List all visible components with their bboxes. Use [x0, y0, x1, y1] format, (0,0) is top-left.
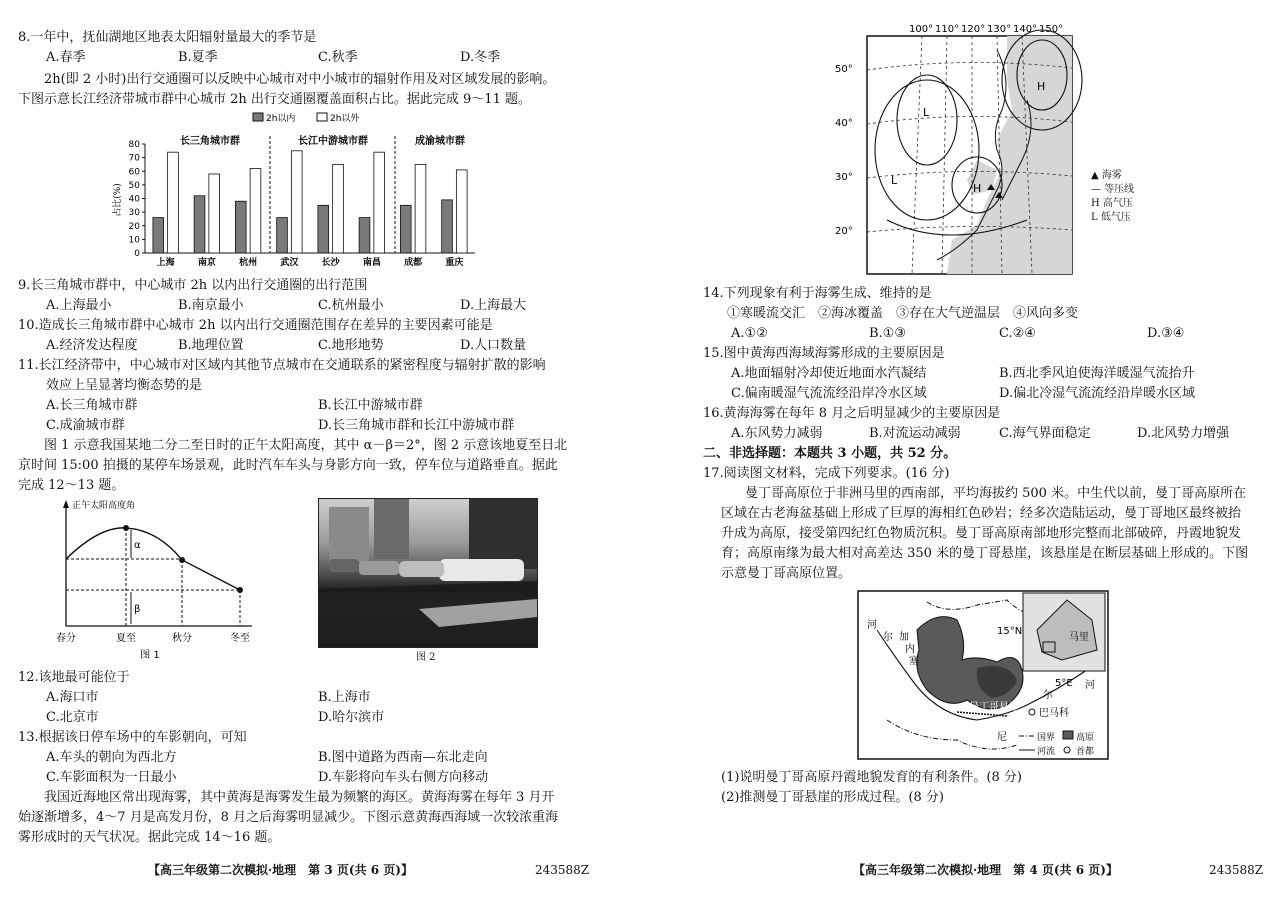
bar-outer-1: [209, 174, 220, 253]
map-lat-20: 20°: [835, 226, 853, 237]
fig1-y-arrow: [63, 500, 69, 508]
bar-inner-7: [442, 200, 453, 253]
legend-isobar: 等压线: [1104, 184, 1135, 195]
q9-option-b[interactable]: B.南京最小: [178, 298, 244, 313]
q15-option-b[interactable]: B.西北季风迫使海洋暖湿气流抬升: [999, 366, 1195, 381]
map-lon-140: 140°: [1013, 24, 1038, 35]
q10-option-d[interactable]: D.人口数量: [460, 338, 527, 353]
intro-12-line3: 完成 12～13 题。: [18, 478, 125, 493]
fig1-x-label-1: 春分: [56, 633, 76, 644]
intro-12-line2: 京时间 15:00 拍摄的某停车场景观，此时汽车车头与身影方向一致，停车位与道路垂直。据此: [18, 458, 558, 473]
label-er: 尔: [883, 632, 893, 643]
map-high-1: H: [1037, 80, 1046, 93]
x-tick-label: 南京: [197, 258, 216, 268]
section-2-title: 二、非选择题：本题共 3 小题，共 52 分。: [703, 446, 957, 461]
bar-outer-0: [168, 152, 179, 253]
fig1-y-label: 正午太阳高度角: [72, 501, 136, 511]
x-tick-label: 杭州: [239, 258, 258, 268]
q14-option-b[interactable]: B.①③: [869, 326, 906, 341]
legend-plateau: 高原: [1076, 733, 1095, 743]
y-tick-label: 40: [128, 194, 140, 205]
bar-outer-5: [374, 152, 385, 253]
legend-fog: ▲ 海雾: [1091, 170, 1122, 181]
bar-inner-3: [277, 218, 288, 253]
y-tick-label: 60: [128, 167, 140, 178]
q8-option-d[interactable]: D.冬季: [460, 50, 501, 65]
mandingo-map: [857, 590, 1109, 760]
intro-14-line3: 雾形成时的天气状况。据此完成 14～16 题。: [18, 830, 281, 845]
q8-option-b[interactable]: B.夏季: [178, 50, 218, 65]
map-high-2: H: [973, 182, 982, 195]
q15-option-c[interactable]: C.偏南暖湿气流流经沿岸冷水区域: [731, 386, 927, 401]
q12-option-d[interactable]: D.哈尔滨市: [318, 710, 385, 725]
photo-scene: [319, 499, 537, 647]
q12-option-b[interactable]: B.上海市: [318, 690, 371, 705]
page-4: [637, 0, 1274, 900]
map-lon-100: 100°: [909, 24, 934, 35]
fig1-x-label-2: 夏至: [116, 633, 136, 644]
y-tick-label: 10: [128, 235, 140, 246]
q12-stem: 12.该地最可能位于: [18, 670, 130, 685]
intro-12-line1: 图 1 示意我国某地二分二至日时的正午太阳高度，其中 α－β＝2°，图 2 示意该地夏至日北: [44, 438, 568, 453]
intro-14-line2: 始逐渐增多，4～7 月是高发月份，8 月之后海雾明显减少。下图示意黄海西海域一次较浓重海: [18, 810, 559, 825]
q17-para-4: 育；高原南缘为最大相对高差达 350 米的曼丁哥悬崖，该悬崖是在断层基础上形成的。下图: [721, 546, 1249, 561]
intro-9-line1: 2h(即 2 小时)出行交通圈可以反映中心城市对中小城市的辐射作用及对区域发展的影响。: [44, 72, 556, 87]
page-3-code: 243588Z: [535, 863, 590, 877]
intro-9-line2: 下图示意长江经济带城市群中心城市 2h 出行交通圈覆盖面积占比。据此完成 9～11 题。: [18, 92, 531, 107]
q13-option-b[interactable]: B.图中道路为西南—东北走向: [318, 750, 488, 765]
q15-option-a[interactable]: A.地面辐射冷却使近地面水汽凝结: [731, 366, 927, 381]
intro-14-line1: 我国近海地区常出现海雾，其中黄海是海雾发生最为频繁的海区。黄海海雾在每年 3 月开: [44, 790, 555, 805]
q16-option-b[interactable]: B.对流运动减弱: [869, 426, 961, 441]
legend-swatch-inner: [253, 113, 263, 121]
q17-sub2: (2)推测曼丁哥悬崖的形成过程。(8 分): [721, 790, 944, 805]
y-tick-label: 70: [128, 153, 140, 164]
q11-option-b[interactable]: B.长江中游城市群: [318, 398, 423, 413]
bar-chart: [105, 108, 490, 270]
group-title-yrd: 长三角城市群: [180, 136, 240, 147]
y-tick-label: 30: [128, 208, 140, 219]
q17-sub1: (1)说明曼丁哥高原丹霞地貌发育的有利条件。(8 分): [721, 770, 1022, 785]
q13-option-a[interactable]: A.车头的朝向为西北方: [46, 750, 177, 765]
label-jia: 加: [899, 632, 909, 643]
y-tick-label: 0: [134, 249, 140, 259]
map-low-1: L: [923, 106, 930, 119]
y-tick-label: 50: [128, 180, 140, 191]
q15-stem: 15.图中黄海西海域海雾形成的主要原因是: [703, 346, 945, 361]
y-tick-label: 20: [128, 221, 140, 232]
q11-option-c[interactable]: C.成渝城市群: [46, 418, 125, 433]
legend-isobar-row: [1091, 184, 1134, 196]
legend-isobar-line: —: [1091, 184, 1101, 195]
bar-outer-2: [250, 169, 261, 253]
legend-border: 国界: [1037, 733, 1056, 743]
bar-inner-5: [359, 218, 370, 253]
label-15n: 15°N: [997, 626, 1023, 637]
map-lon-110: 110°: [935, 24, 960, 35]
bar-inner-4: [318, 205, 329, 253]
x-tick-label: 武汉: [280, 258, 299, 268]
q13-option-d[interactable]: D.车影将向车头右侧方向移动: [318, 770, 489, 785]
map-lat-50: 50°: [835, 64, 853, 75]
label-cliff: 曼丁哥悬崖: [969, 702, 1019, 713]
label-nei: 内: [905, 644, 915, 655]
legend-high: H 高气压: [1091, 198, 1133, 209]
q11-option-a[interactable]: A.长三角城市群: [46, 398, 138, 413]
fig1-beta: β: [134, 604, 141, 615]
legend-label-outer: 2h以外: [330, 114, 360, 124]
group-title-chengyu: 成渝城市群: [415, 136, 465, 147]
fig1-x-label-3: 秋分: [172, 633, 192, 644]
q9-option-a[interactable]: A.上海最小: [46, 298, 112, 313]
bar-outer-4: [333, 164, 344, 253]
x-axis-labels: [157, 256, 464, 268]
q9-option-c[interactable]: C.杭州最小: [318, 298, 384, 313]
q16-stem: 16.黄海海雾在每年 8 月之后明显减少的主要原因是: [703, 406, 1001, 421]
legend-low: L 低气压: [1091, 212, 1131, 223]
figure-2-parking-photo: [318, 498, 538, 648]
q11-stem-line2: 效应上呈显著均衡态势的是: [46, 378, 203, 393]
q11-option-d[interactable]: D.长三角城市群和长江中游城市群: [318, 418, 515, 433]
q10-option-b[interactable]: B.地理位置: [178, 338, 244, 353]
x-tick-label: 重庆: [445, 258, 464, 268]
page-4-footer: 【高三年级第二次模拟·地理 第 4 页(共 6 页)】: [853, 863, 1118, 877]
label-mali: 马里: [1069, 632, 1089, 643]
q13-stem: 13.根据该日停车场中的车影朝向，可知: [18, 730, 247, 745]
map-lon-120: 120°: [961, 24, 986, 35]
fig1-caption: 图 1: [140, 650, 160, 661]
q17-para-5: 示意曼丁哥高原位置。: [721, 566, 852, 581]
q12-option-a[interactable]: A.海口市: [46, 690, 99, 705]
q11-stem-line1: 11.长江经济带中，中心城市对区域内其他节点城市在交通联系的紧密程度与辐射扩散的影响: [18, 358, 546, 373]
y-axis-label: 占比(%): [113, 183, 123, 217]
q14-stem: 14.下列现象有利于海雾生成、维持的是: [703, 286, 932, 301]
figure-1-sun-altitude: [30, 496, 290, 666]
fig1-x-label-4: 冬至: [230, 633, 250, 644]
q8-stem: 8.一年中，抚仙湖地区地表太阳辐射量最大的季节是: [18, 30, 317, 45]
q14-option-d[interactable]: D.③④: [1147, 326, 1185, 341]
legend-swatch-outer: [317, 113, 327, 121]
bamako-marker: [1029, 709, 1035, 715]
label-river-top: 河: [867, 620, 877, 631]
q17-para-3: 升成为高原，接受第四纪红色物质沉积。曼丁哥高原南部地形完整而北部破碎，丹霞地貌发: [721, 526, 1242, 541]
legend-label-inner: 2h以内: [266, 114, 296, 124]
q9-stem: 9.长三角城市群中，中心城市 2h 以内出行交通圈的出行范围: [18, 278, 368, 293]
q16-option-c[interactable]: C.海气界面稳定: [999, 426, 1091, 441]
q10-option-a[interactable]: A.经济发达程度: [46, 338, 138, 353]
bar-inner-1: [194, 196, 205, 253]
q13-option-c[interactable]: C.车影面积为一日最小: [46, 770, 177, 785]
q8-option-c[interactable]: C.秋季: [318, 50, 358, 65]
label-sai: 塞: [909, 656, 919, 667]
label-bamako: 巴马科: [1039, 708, 1069, 719]
q14-option-c[interactable]: C.②④: [999, 326, 1036, 341]
map-lat-40: 40°: [835, 118, 853, 129]
x-tick-label: 成都: [404, 258, 423, 268]
map-lat-30: 30°: [835, 172, 853, 183]
x-tick-label: 长沙: [321, 258, 340, 268]
q15-option-d[interactable]: D.偏北冷湿气流流经沿岸暖水区域: [999, 386, 1196, 401]
bars: [153, 151, 467, 253]
x-tick-label: 南昌: [362, 258, 381, 268]
chart-legend: [253, 112, 360, 124]
figure-2-caption: 图 2: [416, 652, 436, 663]
q14-option-a[interactable]: A.①②: [731, 326, 768, 341]
label-5e: 5°E: [1055, 678, 1073, 689]
y-tick-label: 80: [128, 140, 140, 150]
q17-para-1: 曼丁哥高原位于非洲马里的西南部，平均海拔约 500 米。中生代以前，曼丁哥高原所在: [745, 486, 1247, 501]
group-title-middle: 长江中游城市群: [298, 136, 368, 147]
fig1-alpha: α: [134, 540, 141, 551]
q9-option-d[interactable]: D.上海最大: [460, 298, 527, 313]
map-low-2: L: [891, 174, 898, 187]
map-lon-130: 130°: [987, 24, 1012, 35]
q14-statements: ①寒暖流交汇 ②海冰覆盖 ③存在大气逆温层 ④风向多变: [727, 306, 1079, 321]
q10-stem: 10.造成长三角城市群中心城市 2h 以内出行交通圈范围存在差异的主要因素可能是: [18, 318, 493, 333]
bar-outer-6: [415, 164, 426, 253]
weather-map: [827, 20, 1087, 282]
q17-stem: 17.阅读图文材料，完成下列要求。(16 分): [703, 466, 950, 481]
x-tick-label: 上海: [156, 258, 175, 268]
bar-inner-0: [153, 218, 164, 253]
label-river-right: 河: [1085, 680, 1095, 691]
bar-outer-3: [291, 151, 302, 253]
map-lon-150: 150°: [1039, 24, 1064, 35]
q16-option-d[interactable]: D.北风势力增强: [1137, 426, 1230, 441]
q10-option-c[interactable]: C.地形地势: [318, 338, 384, 353]
bar-outer-7: [456, 170, 467, 253]
label-ni: 尼: [997, 732, 1007, 743]
label-er-2: 尔: [1043, 690, 1053, 701]
q16-option-a[interactable]: A.东风势力减弱: [731, 426, 823, 441]
bar-inner-6: [400, 205, 411, 253]
q12-option-c[interactable]: C.北京市: [46, 710, 99, 725]
q17-para-2: 区域在古老海盆基础上形成了巨厚的海相红色砂岩；经多次造陆运动，曼丁哥地区最终被抬: [721, 506, 1242, 521]
page-3-footer: 【高三年级第二次模拟·地理 第 3 页(共 6 页)】: [148, 863, 413, 877]
legend-river: 河流: [1037, 747, 1056, 757]
q8-option-a[interactable]: A.春季: [46, 50, 86, 65]
page-4-code: 243588Z: [1209, 863, 1264, 877]
legend-capital: 首都: [1076, 747, 1095, 757]
bar-inner-2: [235, 201, 246, 253]
